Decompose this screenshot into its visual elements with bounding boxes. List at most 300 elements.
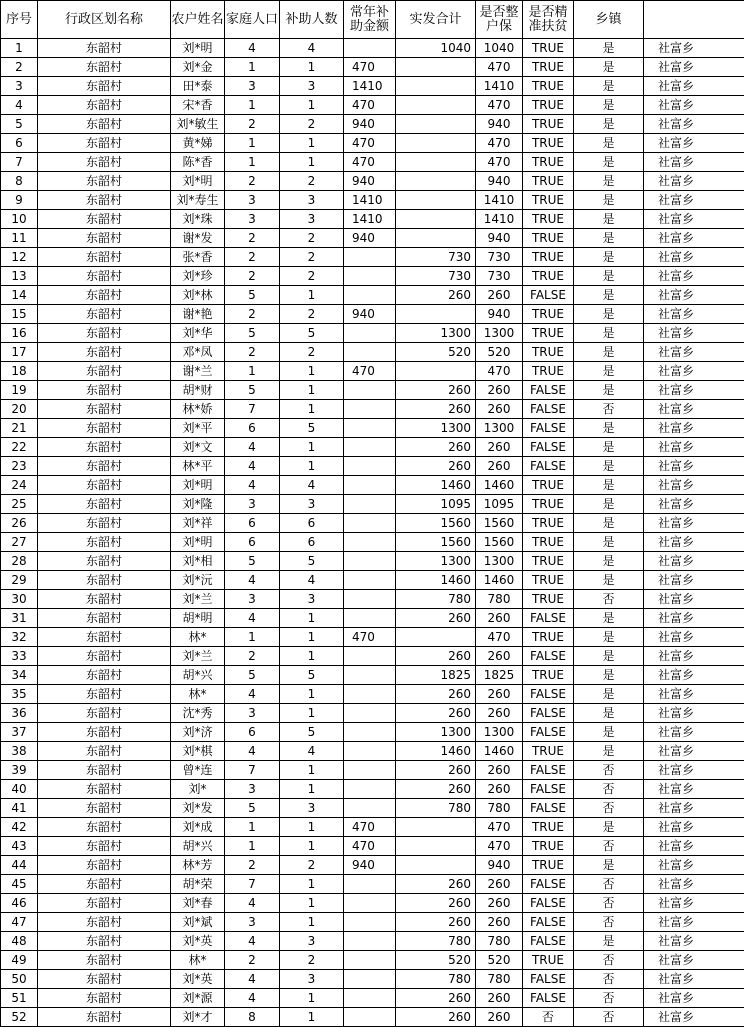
cell-regular-amount (344, 495, 396, 514)
cell-precise-poverty: 否 (574, 837, 644, 856)
cell-extra-amount: 260 (396, 761, 476, 780)
cell-precise-poverty: 否 (574, 875, 644, 894)
cell-family: 4 (225, 476, 280, 495)
cell-region: 东韶村 (38, 286, 171, 305)
cell-seq: 39 (1, 761, 38, 780)
cell-actual-total: 1410 (476, 77, 523, 96)
cell-family: 5 (225, 381, 280, 400)
cell-family: 3 (225, 495, 280, 514)
cell-subsidized: 3 (280, 932, 344, 951)
cell-name: 胡*兴 (171, 837, 225, 856)
cell-extra-amount (396, 628, 476, 647)
cell-name: 刘*文 (171, 438, 225, 457)
cell-region: 东韶村 (38, 970, 171, 989)
cell-actual-total: 780 (476, 799, 523, 818)
cell-whole-household: TRUE (523, 362, 574, 381)
table-row (1, 742, 744, 761)
cell-seq: 45 (1, 875, 38, 894)
cell-subsidized: 2 (280, 856, 344, 875)
cell-family: 2 (225, 172, 280, 191)
cell-whole-household: TRUE (523, 495, 574, 514)
cell-actual-total: 260 (476, 381, 523, 400)
table-row (1, 229, 744, 248)
cell-whole-household: TRUE (523, 837, 574, 856)
cell-subsidized: 1 (280, 685, 344, 704)
cell-township: 社富乡 (644, 780, 744, 799)
cell-seq: 19 (1, 381, 38, 400)
cell-precise-poverty: 否 (574, 1008, 644, 1027)
cell-actual-total: 780 (476, 590, 523, 609)
cell-regular-amount (344, 685, 396, 704)
cell-subsidized: 1 (280, 818, 344, 837)
cell-actual-total: 730 (476, 267, 523, 286)
cell-extra-amount: 780 (396, 970, 476, 989)
cell-region: 东韶村 (38, 989, 171, 1008)
cell-name: 刘*发 (171, 799, 225, 818)
cell-name: 刘*华 (171, 324, 225, 343)
cell-family: 2 (225, 229, 280, 248)
cell-precise-poverty: 是 (574, 248, 644, 267)
cell-name: 刘*春 (171, 894, 225, 913)
cell-extra-amount: 260 (396, 780, 476, 799)
cell-subsidized: 3 (280, 210, 344, 229)
cell-region: 东韶村 (38, 571, 171, 590)
cell-extra-amount: 260 (396, 894, 476, 913)
cell-name: 刘*兰 (171, 647, 225, 666)
cell-family: 4 (225, 571, 280, 590)
cell-extra-amount: 1300 (396, 723, 476, 742)
cell-seq: 23 (1, 457, 38, 476)
cell-regular-amount (344, 248, 396, 267)
table-row (1, 248, 744, 267)
cell-region: 东韶村 (38, 400, 171, 419)
cell-family: 2 (225, 343, 280, 362)
cell-actual-total: 1300 (476, 723, 523, 742)
cell-extra-amount: 260 (396, 609, 476, 628)
table-row (1, 381, 744, 400)
cell-seq: 22 (1, 438, 38, 457)
cell-subsidized: 1 (280, 837, 344, 856)
cell-whole-household: FALSE (523, 704, 574, 723)
cell-family: 5 (225, 324, 280, 343)
cell-whole-household: TRUE (523, 742, 574, 761)
cell-regular-amount (344, 1008, 396, 1027)
cell-precise-poverty: 是 (574, 172, 644, 191)
cell-region: 东韶村 (38, 894, 171, 913)
cell-extra-amount: 1460 (396, 742, 476, 761)
cell-name: 刘*隆 (171, 495, 225, 514)
cell-extra-amount (396, 837, 476, 856)
cell-family: 1 (225, 153, 280, 172)
cell-family: 3 (225, 210, 280, 229)
cell-name: 刘*寿生 (171, 191, 225, 210)
cell-township: 社富乡 (644, 571, 744, 590)
cell-extra-amount (396, 153, 476, 172)
cell-family: 4 (225, 457, 280, 476)
cell-subsidized: 4 (280, 742, 344, 761)
cell-name: 刘*平 (171, 419, 225, 438)
cell-regular-amount: 470 (344, 837, 396, 856)
cell-township: 社富乡 (644, 77, 744, 96)
cell-actual-total: 260 (476, 704, 523, 723)
cell-actual-total: 1460 (476, 742, 523, 761)
cell-regular-amount (344, 514, 396, 533)
cell-whole-household: TRUE (523, 39, 574, 58)
cell-precise-poverty: 否 (574, 894, 644, 913)
cell-subsidized: 1 (280, 381, 344, 400)
cell-family: 5 (225, 799, 280, 818)
cell-regular-amount (344, 286, 396, 305)
cell-region: 东韶村 (38, 780, 171, 799)
cell-whole-household: FALSE (523, 647, 574, 666)
cell-extra-amount: 260 (396, 685, 476, 704)
cell-name: 刘*兰 (171, 590, 225, 609)
cell-name: 刘*沅 (171, 571, 225, 590)
cell-subsidized: 1 (280, 913, 344, 932)
cell-subsidized: 5 (280, 723, 344, 742)
cell-subsidized: 1 (280, 989, 344, 1008)
cell-name: 陈*香 (171, 153, 225, 172)
cell-regular-amount (344, 476, 396, 495)
cell-seq: 52 (1, 1008, 38, 1027)
cell-seq: 33 (1, 647, 38, 666)
cell-seq: 10 (1, 210, 38, 229)
cell-region: 东韶村 (38, 685, 171, 704)
cell-family: 2 (225, 115, 280, 134)
cell-actual-total: 260 (476, 685, 523, 704)
cell-subsidized: 2 (280, 951, 344, 970)
cell-actual-total: 1040 (476, 39, 523, 58)
cell-subsidized: 1 (280, 628, 344, 647)
cell-actual-total: 940 (476, 305, 523, 324)
cell-regular-amount (344, 324, 396, 343)
cell-seq: 46 (1, 894, 38, 913)
cell-precise-poverty: 是 (574, 514, 644, 533)
cell-regular-amount (344, 400, 396, 419)
cell-subsidized: 2 (280, 115, 344, 134)
cell-actual-total: 470 (476, 134, 523, 153)
cell-name: 胡*荣 (171, 875, 225, 894)
cell-name: 刘* (171, 780, 225, 799)
cell-township: 社富乡 (644, 343, 744, 362)
cell-precise-poverty: 是 (574, 571, 644, 590)
cell-seq: 30 (1, 590, 38, 609)
cell-whole-household: FALSE (523, 970, 574, 989)
cell-precise-poverty: 是 (574, 324, 644, 343)
cell-seq: 20 (1, 400, 38, 419)
cell-regular-amount (344, 590, 396, 609)
cell-whole-household: TRUE (523, 951, 574, 970)
cell-regular-amount (344, 799, 396, 818)
cell-subsidized: 3 (280, 77, 344, 96)
cell-precise-poverty: 是 (574, 666, 644, 685)
cell-extra-amount: 260 (396, 913, 476, 932)
cell-regular-amount: 470 (344, 58, 396, 77)
cell-name: 林* (171, 951, 225, 970)
cell-subsidized: 1 (280, 609, 344, 628)
cell-township: 社富乡 (644, 419, 744, 438)
table-row (1, 932, 744, 951)
cell-region: 东韶村 (38, 457, 171, 476)
cell-family: 1 (225, 837, 280, 856)
cell-name: 张*香 (171, 248, 225, 267)
table-row (1, 590, 744, 609)
table-row (1, 343, 744, 362)
cell-township: 社富乡 (644, 609, 744, 628)
cell-extra-amount (396, 58, 476, 77)
cell-extra-amount (396, 134, 476, 153)
cell-family: 4 (225, 894, 280, 913)
table-row (1, 970, 744, 989)
cell-family: 4 (225, 39, 280, 58)
cell-regular-amount (344, 571, 396, 590)
cell-actual-total: 1460 (476, 476, 523, 495)
cell-whole-household: TRUE (523, 305, 574, 324)
cell-whole-household: TRUE (523, 343, 574, 362)
cell-family: 1 (225, 818, 280, 837)
cell-name: 刘*祥 (171, 514, 225, 533)
cell-precise-poverty: 是 (574, 305, 644, 324)
cell-region: 东韶村 (38, 58, 171, 77)
cell-extra-amount: 730 (396, 248, 476, 267)
cell-regular-amount (344, 438, 396, 457)
cell-extra-amount (396, 818, 476, 837)
cell-actual-total: 1560 (476, 533, 523, 552)
cell-actual-total: 1095 (476, 495, 523, 514)
cell-family: 3 (225, 590, 280, 609)
cell-family: 2 (225, 951, 280, 970)
cell-actual-total: 260 (476, 457, 523, 476)
cell-actual-total: 260 (476, 647, 523, 666)
cell-actual-total: 470 (476, 837, 523, 856)
cell-region: 东韶村 (38, 552, 171, 571)
table-row (1, 875, 744, 894)
cell-township: 社富乡 (644, 742, 744, 761)
cell-region: 东韶村 (38, 628, 171, 647)
table-row (1, 514, 744, 533)
cell-seq: 51 (1, 989, 38, 1008)
cell-seq: 44 (1, 856, 38, 875)
cell-actual-total: 1825 (476, 666, 523, 685)
cell-seq: 2 (1, 58, 38, 77)
cell-family: 6 (225, 533, 280, 552)
cell-subsidized: 3 (280, 191, 344, 210)
header-actual-total: 实发合计 (396, 1, 476, 39)
cell-precise-poverty: 是 (574, 476, 644, 495)
header-subsidized: 补助人数 (280, 1, 344, 39)
cell-regular-amount (344, 533, 396, 552)
cell-region: 东韶村 (38, 172, 171, 191)
cell-extra-amount: 730 (396, 267, 476, 286)
cell-region: 东韶村 (38, 134, 171, 153)
cell-whole-household: TRUE (523, 210, 574, 229)
cell-name: 林* (171, 685, 225, 704)
cell-township: 社富乡 (644, 932, 744, 951)
cell-actual-total: 260 (476, 609, 523, 628)
cell-name: 谢*兰 (171, 362, 225, 381)
cell-extra-amount: 260 (396, 647, 476, 666)
table-row (1, 438, 744, 457)
cell-township: 社富乡 (644, 666, 744, 685)
cell-seq: 13 (1, 267, 38, 286)
cell-whole-household: FALSE (523, 723, 574, 742)
cell-region: 东韶村 (38, 381, 171, 400)
cell-seq: 47 (1, 913, 38, 932)
cell-regular-amount (344, 951, 396, 970)
cell-actual-total: 1300 (476, 324, 523, 343)
table-row (1, 951, 744, 970)
table-row (1, 96, 744, 115)
cell-whole-household: TRUE (523, 96, 574, 115)
cell-seq: 28 (1, 552, 38, 571)
cell-subsidized: 1 (280, 704, 344, 723)
cell-actual-total: 730 (476, 248, 523, 267)
cell-extra-amount (396, 210, 476, 229)
cell-region: 东韶村 (38, 305, 171, 324)
cell-name: 谢*艳 (171, 305, 225, 324)
cell-regular-amount: 940 (344, 856, 396, 875)
cell-township: 社富乡 (644, 324, 744, 343)
cell-whole-household: FALSE (523, 419, 574, 438)
cell-whole-household: TRUE (523, 552, 574, 571)
cell-extra-amount: 1300 (396, 419, 476, 438)
cell-precise-poverty: 是 (574, 438, 644, 457)
cell-regular-amount: 940 (344, 305, 396, 324)
cell-region: 东韶村 (38, 343, 171, 362)
cell-family: 4 (225, 685, 280, 704)
cell-family: 3 (225, 704, 280, 723)
cell-actual-total: 1410 (476, 191, 523, 210)
cell-township: 社富乡 (644, 533, 744, 552)
cell-family: 3 (225, 77, 280, 96)
cell-seq: 31 (1, 609, 38, 628)
cell-name: 刘*金 (171, 58, 225, 77)
cell-whole-household: TRUE (523, 153, 574, 172)
cell-whole-household: TRUE (523, 115, 574, 134)
cell-regular-amount (344, 894, 396, 913)
cell-precise-poverty: 是 (574, 77, 644, 96)
table-row (1, 761, 744, 780)
cell-extra-amount: 1560 (396, 514, 476, 533)
cell-subsidized: 1 (280, 1008, 344, 1027)
cell-family: 4 (225, 932, 280, 951)
cell-regular-amount: 1410 (344, 77, 396, 96)
header-township: 乡镇 (574, 1, 644, 39)
cell-regular-amount (344, 723, 396, 742)
cell-seq: 14 (1, 286, 38, 305)
cell-name: 刘*珍 (171, 267, 225, 286)
cell-subsidized: 3 (280, 799, 344, 818)
cell-precise-poverty: 是 (574, 419, 644, 438)
cell-township: 社富乡 (644, 951, 744, 970)
cell-subsidized: 1 (280, 286, 344, 305)
cell-extra-amount: 260 (396, 286, 476, 305)
cell-actual-total: 1560 (476, 514, 523, 533)
cell-township: 社富乡 (644, 438, 744, 457)
cell-precise-poverty: 是 (574, 134, 644, 153)
cell-whole-household: FALSE (523, 989, 574, 1008)
cell-regular-amount (344, 932, 396, 951)
table-row (1, 704, 744, 723)
cell-precise-poverty: 是 (574, 932, 644, 951)
cell-whole-household: FALSE (523, 685, 574, 704)
cell-family: 1 (225, 628, 280, 647)
cell-region: 东韶村 (38, 96, 171, 115)
cell-township: 社富乡 (644, 495, 744, 514)
cell-precise-poverty: 是 (574, 609, 644, 628)
cell-family: 3 (225, 913, 280, 932)
cell-seq: 16 (1, 324, 38, 343)
cell-extra-amount (396, 77, 476, 96)
cell-township: 社富乡 (644, 552, 744, 571)
cell-township: 社富乡 (644, 362, 744, 381)
cell-subsidized: 1 (280, 780, 344, 799)
cell-name: 谢*发 (171, 229, 225, 248)
cell-whole-household: TRUE (523, 533, 574, 552)
header-row (1, 1, 744, 39)
cell-precise-poverty: 是 (574, 495, 644, 514)
cell-region: 东韶村 (38, 609, 171, 628)
cell-name: 黄*娣 (171, 134, 225, 153)
cell-family: 6 (225, 419, 280, 438)
cell-whole-household: TRUE (523, 628, 574, 647)
table-row (1, 324, 744, 343)
cell-actual-total: 260 (476, 913, 523, 932)
cell-region: 东韶村 (38, 514, 171, 533)
cell-extra-amount: 1460 (396, 476, 476, 495)
cell-family: 5 (225, 286, 280, 305)
cell-precise-poverty: 是 (574, 856, 644, 875)
cell-family: 1 (225, 58, 280, 77)
cell-extra-amount: 260 (396, 875, 476, 894)
cell-precise-poverty: 否 (574, 780, 644, 799)
cell-precise-poverty: 是 (574, 647, 644, 666)
cell-whole-household: TRUE (523, 590, 574, 609)
cell-precise-poverty: 否 (574, 761, 644, 780)
cell-extra-amount: 1300 (396, 552, 476, 571)
cell-extra-amount: 1560 (396, 533, 476, 552)
cell-precise-poverty: 是 (574, 229, 644, 248)
cell-precise-poverty: 是 (574, 362, 644, 381)
cell-precise-poverty: 是 (574, 381, 644, 400)
cell-whole-household: 否 (523, 1008, 574, 1027)
cell-region: 东韶村 (38, 419, 171, 438)
cell-subsidized: 4 (280, 476, 344, 495)
cell-region: 东韶村 (38, 704, 171, 723)
cell-actual-total: 940 (476, 229, 523, 248)
cell-name: 刘*源 (171, 989, 225, 1008)
cell-region: 东韶村 (38, 818, 171, 837)
cell-subsidized: 2 (280, 248, 344, 267)
table-row (1, 419, 744, 438)
cell-name: 刘*英 (171, 932, 225, 951)
cell-precise-poverty: 是 (574, 723, 644, 742)
cell-whole-household: FALSE (523, 780, 574, 799)
cell-seq: 35 (1, 685, 38, 704)
header-region: 行政区划名称 (38, 1, 171, 39)
cell-seq: 32 (1, 628, 38, 647)
cell-precise-poverty: 是 (574, 153, 644, 172)
cell-whole-household: TRUE (523, 818, 574, 837)
cell-extra-amount: 1095 (396, 495, 476, 514)
cell-whole-household: TRUE (523, 229, 574, 248)
cell-actual-total: 260 (476, 286, 523, 305)
table-row (1, 191, 744, 210)
cell-whole-household: FALSE (523, 761, 574, 780)
cell-actual-total: 260 (476, 989, 523, 1008)
cell-whole-household: TRUE (523, 248, 574, 267)
cell-township: 社富乡 (644, 248, 744, 267)
